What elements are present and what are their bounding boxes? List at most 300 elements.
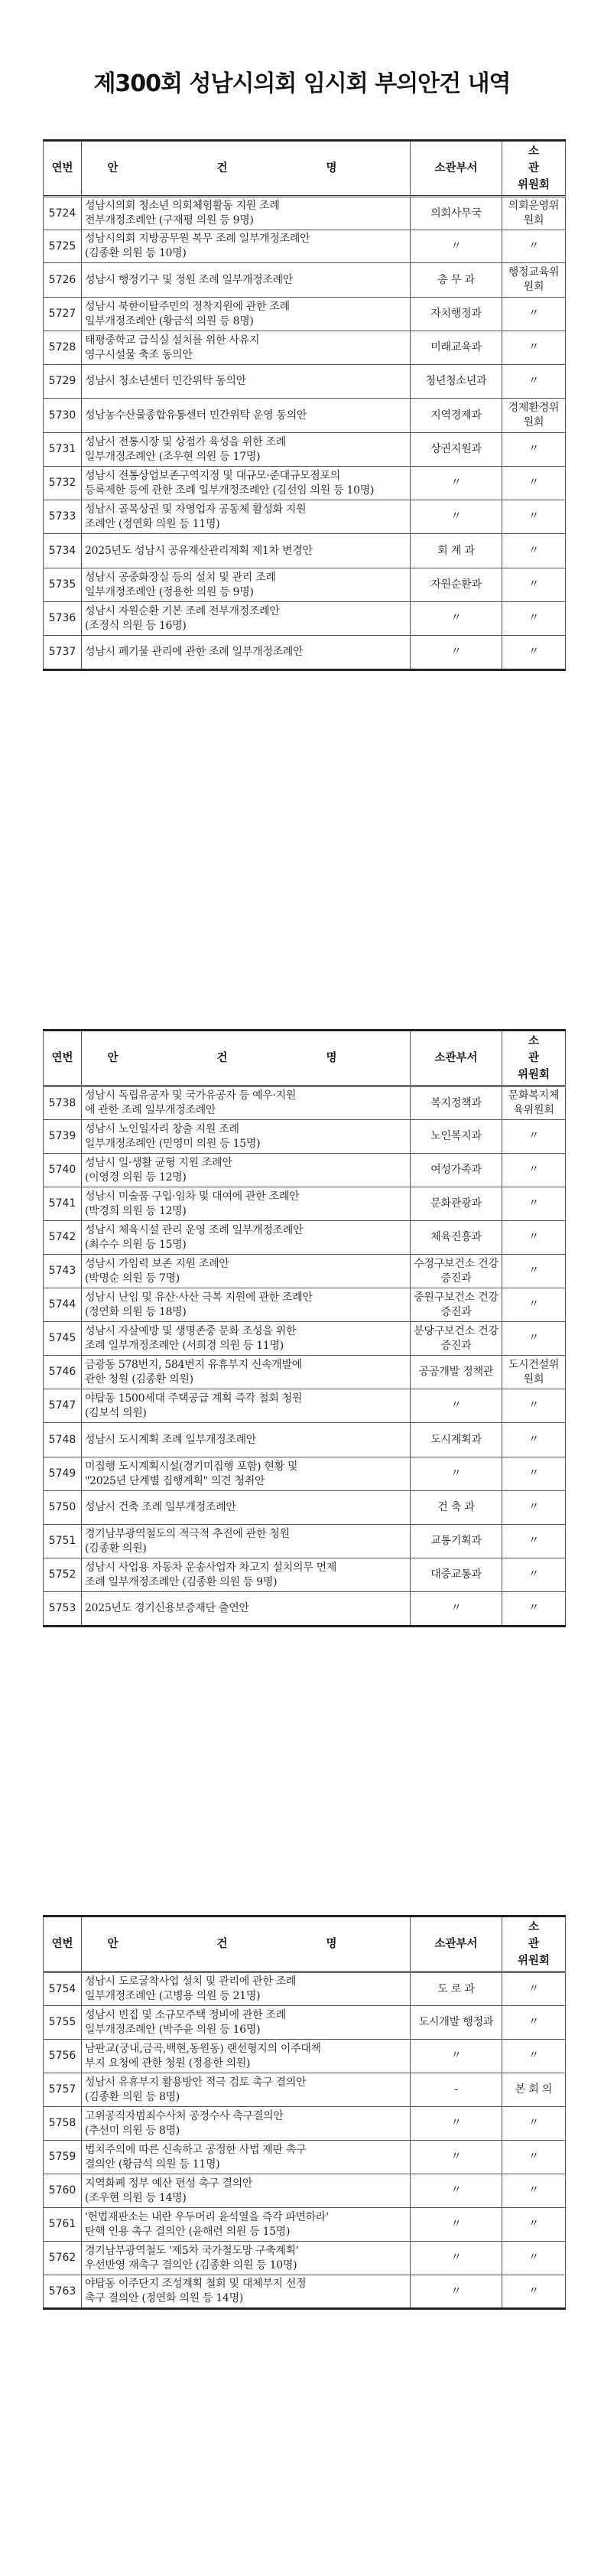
agenda-number: 5746 bbox=[44, 1356, 82, 1389]
responsible-committee: 〃 bbox=[502, 1322, 566, 1356]
table-row bbox=[44, 1491, 566, 1525]
agenda-title-line: 일부개정조례안 (고병용 의원 등 21명) bbox=[85, 1990, 261, 2002]
agenda-title bbox=[82, 467, 411, 500]
agenda-title-line: 성남시 북한이탈주민의 정착지원에 관한 조례 bbox=[85, 300, 290, 313]
agenda-title-line: 성남시 독립유공자 및 국가유공자 등 예우·지원 bbox=[85, 1089, 297, 1102]
agenda-number: 5758 bbox=[44, 2107, 82, 2141]
responsible-committee: 〃 bbox=[502, 1525, 566, 1558]
page-title: 제300회 성남시의회 임시회 부의안건 내역 bbox=[93, 70, 511, 97]
agenda-title bbox=[82, 263, 411, 298]
header-dept: 소관부서 bbox=[411, 1031, 502, 1086]
agenda-number: 5751 bbox=[44, 1525, 82, 1558]
table-row bbox=[44, 2073, 566, 2107]
responsible-committee: 〃 bbox=[502, 2174, 566, 2208]
agenda-title-line: 성남시 자살예방 및 생명존중 문화 조성을 위한 bbox=[85, 1324, 297, 1337]
agenda-title bbox=[82, 1972, 411, 2006]
agenda-title bbox=[82, 1356, 411, 1389]
agenda-number: 5762 bbox=[44, 2242, 82, 2275]
agenda-title-line: 일부개정조례안 (황금석 의원 등 8명) bbox=[85, 314, 254, 327]
agenda-number: 5756 bbox=[44, 2040, 82, 2073]
responsible-department: 〃 bbox=[411, 2040, 502, 2073]
agenda-title-line: 성남시의회 지방공무원 복무 조례 일부개정조례안 bbox=[85, 233, 310, 245]
header-num: 연번 bbox=[44, 1917, 82, 1972]
agenda-title-line: (이영경 의원 등 12명) bbox=[85, 1171, 187, 1184]
agenda-title bbox=[82, 399, 411, 433]
responsible-department: 〃 bbox=[411, 1457, 502, 1491]
agenda-title-line: 성남시 골목상권 및 자영업자 공동체 활성화 지원 bbox=[85, 503, 307, 516]
agenda-title-line: 성남시 일·생활 균형 지원 조례안 bbox=[85, 1156, 232, 1169]
agenda-title-line: 성남시 건축 조례 일부개정조례안 bbox=[85, 1501, 236, 1513]
agenda-title-line: 등록제한 등에 관한 조례 일부개정조례안 (김선임 의원 등 10명) bbox=[85, 484, 375, 497]
agenda-number: 5749 bbox=[44, 1457, 82, 1491]
agenda-title bbox=[82, 1389, 411, 1423]
agenda-title-line: 조례 일부개정조례안 (김종환 의원 등 9명) bbox=[85, 1575, 278, 1588]
table-row bbox=[44, 1457, 566, 1491]
agenda-number: 5731 bbox=[44, 433, 82, 467]
table-row bbox=[44, 197, 566, 230]
agenda-title-line: '헌법재판소는 내란 우두머리 윤석열을 즉각 파면하라' bbox=[85, 2210, 329, 2223]
agenda-title bbox=[82, 1423, 411, 1457]
agenda-title-line: 성남시 전통상업보존구역지정 및 대규모·준대규모점포의 bbox=[85, 469, 340, 482]
table-row bbox=[44, 331, 566, 365]
agenda-title bbox=[82, 1491, 411, 1525]
agenda-title bbox=[82, 1120, 411, 1154]
table-row bbox=[44, 568, 566, 602]
header-committee-line2: 위원회 bbox=[517, 1069, 550, 1081]
responsible-department: 청년청소년과 bbox=[411, 365, 502, 399]
agenda-title bbox=[82, 1558, 411, 1592]
table-row bbox=[44, 467, 566, 500]
responsible-committee: 〃 bbox=[502, 1972, 566, 2006]
agenda-title bbox=[82, 1525, 411, 1558]
agenda-title-line: 성남시 유휴부지 활용방안 적극 검토 촉구 결의안 bbox=[85, 2076, 307, 2089]
responsible-committee: 〃 bbox=[502, 1288, 566, 1322]
agenda-title bbox=[82, 534, 411, 568]
agenda-table-1 bbox=[43, 139, 566, 671]
agenda-title bbox=[82, 2040, 411, 2073]
agenda-title-line: 우선반영 재촉구 결의안 (김종환 의원 등 10명) bbox=[85, 2258, 297, 2272]
responsible-committee: 〃 bbox=[502, 1491, 566, 1525]
table-row bbox=[44, 1255, 566, 1288]
agenda-number: 5755 bbox=[44, 2006, 82, 2040]
agenda-title bbox=[82, 1086, 411, 1120]
agenda-number: 5737 bbox=[44, 636, 82, 670]
responsible-department: 문화관광과 bbox=[411, 1187, 502, 1221]
responsible-committee: 〃 bbox=[502, 636, 566, 670]
agenda-number: 5734 bbox=[44, 534, 82, 568]
responsible-committee: 〃 bbox=[502, 1221, 566, 1255]
responsible-department: 〃 bbox=[411, 1592, 502, 1627]
responsible-department: 체육진흥과 bbox=[411, 1221, 502, 1255]
responsible-committee: 〃 bbox=[502, 2006, 566, 2040]
responsible-committee: 〃 bbox=[502, 2208, 566, 2242]
agenda-title-line: 2025년도 경기신용보증재단 출연안 bbox=[85, 1602, 249, 1614]
responsible-committee: 〃 bbox=[502, 1187, 566, 1221]
agenda-title bbox=[82, 1187, 411, 1221]
agenda-title-line: (조우현 의원 등 14명) bbox=[85, 2191, 187, 2204]
agenda-title-line: 일부개정조례안 (조우현 의원 등 17명) bbox=[85, 450, 261, 463]
agenda-title bbox=[82, 365, 411, 399]
agenda-title bbox=[82, 2208, 411, 2242]
responsible-department: 〃 bbox=[411, 636, 502, 670]
responsible-department: 회 계 과 bbox=[411, 534, 502, 568]
agenda-title-line: 성남시 폐기물 관리에 관한 조례 일부개정조례안 bbox=[85, 646, 304, 658]
agenda-title-line: 성남시 행정기구 및 정원 조례 일부개정조례안 bbox=[85, 273, 294, 286]
agenda-number: 5732 bbox=[44, 467, 82, 500]
agenda-title-line: 탄핵 인용 촉구 결의안 (윤해련 의원 등 15명) bbox=[85, 2225, 291, 2238]
agenda-title-line: 결의안 (황금석 의원 등 11명) bbox=[85, 2158, 220, 2171]
agenda-title bbox=[82, 433, 411, 467]
agenda-title bbox=[82, 2275, 411, 2309]
table-row bbox=[44, 636, 566, 670]
agenda-title-line: 성남시 도시계획 조례 일부개정조례안 bbox=[85, 1433, 257, 1446]
agenda-number: 5726 bbox=[44, 263, 82, 298]
agenda-title-line: 성남시의회 청소년 의회체험활동 지원 조례 bbox=[85, 200, 280, 212]
agenda-title-line: (김보석 의원) bbox=[85, 1406, 147, 1419]
header-committee-line1: 소 관 bbox=[528, 1035, 559, 1064]
table-header-row bbox=[44, 1917, 566, 1972]
responsible-committee: 〃 bbox=[502, 467, 566, 500]
agenda-title-line: (최수수 의원 등 15명) bbox=[85, 1238, 187, 1251]
table-row bbox=[44, 534, 566, 568]
agenda-title-line: 2025년도 성남시 공유재산관리계획 제1차 변경안 bbox=[85, 544, 313, 557]
table-row bbox=[44, 500, 566, 534]
table-row bbox=[44, 2141, 566, 2174]
agenda-title bbox=[82, 1457, 411, 1491]
header-committee bbox=[502, 1031, 566, 1086]
agenda-number: 5742 bbox=[44, 1221, 82, 1255]
responsible-committee: 본 회 의 bbox=[502, 2073, 566, 2107]
agenda-number: 5750 bbox=[44, 1491, 82, 1525]
header-title: 안 건 명 bbox=[82, 1917, 411, 1972]
table-row bbox=[44, 2006, 566, 2040]
responsible-committee: 〃 bbox=[502, 2242, 566, 2275]
agenda-title-line: 조례 일부개정조례안 (서희경 의원 등 11명) bbox=[85, 1339, 284, 1352]
responsible-committee: 문화복지체육위원회 bbox=[502, 1086, 566, 1120]
agenda-title-line: 성남시 가임력 보존 지원 조례안 bbox=[85, 1257, 229, 1270]
agenda-number: 5745 bbox=[44, 1322, 82, 1356]
responsible-committee: 〃 bbox=[502, 534, 566, 568]
agenda-number: 5748 bbox=[44, 1423, 82, 1457]
agenda-title-line: "2025년 단계별 집행계획" 의견 청취안 bbox=[85, 1474, 265, 1487]
responsible-committee: 〃 bbox=[502, 365, 566, 399]
agenda-table-2 bbox=[43, 1029, 566, 1627]
agenda-title-line: 성남시 청소년센터 민간위탁 동의안 bbox=[85, 375, 246, 387]
agenda-number: 5729 bbox=[44, 365, 82, 399]
agenda-title-line: 야탑동 이주단지 조성계획 철회 및 대체부지 선정 bbox=[85, 2278, 307, 2290]
agenda-title-line: 경기남부광역철도 '제5차 국가철도망 구축계획' bbox=[85, 2244, 299, 2257]
table-row bbox=[44, 1972, 566, 2006]
agenda-title-line: (김종환 의원) bbox=[85, 1542, 147, 1555]
table-row bbox=[44, 263, 566, 298]
agenda-title-line: 고위공직자범죄수사처 공정수사 촉구결의안 bbox=[85, 2109, 284, 2122]
agenda-number: 5733 bbox=[44, 500, 82, 534]
responsible-committee: 〃 bbox=[502, 2275, 566, 2309]
agenda-title-line: 성남시 체육시설 관리 운영 조례 일부개정조례안 bbox=[85, 1223, 304, 1236]
agenda-number: 5738 bbox=[44, 1086, 82, 1120]
agenda-number: 5727 bbox=[44, 298, 82, 331]
responsible-department: 〃 bbox=[411, 500, 502, 534]
header-committee-line2: 위원회 bbox=[517, 179, 550, 191]
responsible-department: 건 축 과 bbox=[411, 1491, 502, 1525]
agenda-title-line: 일부개정조례안 (민영미 의원 등 15명) bbox=[85, 1137, 261, 1150]
responsible-committee: 〃 bbox=[502, 568, 566, 602]
table-row bbox=[44, 2107, 566, 2141]
responsible-department: 노인복지과 bbox=[411, 1120, 502, 1154]
header-num: 연번 bbox=[44, 141, 82, 197]
responsible-department: 수정구보건소 건강증진과 bbox=[411, 1255, 502, 1288]
responsible-department: 〃 bbox=[411, 2242, 502, 2275]
responsible-department: 공공개발 정책관 bbox=[411, 1356, 502, 1389]
responsible-department: 중원구보건소 건강증진과 bbox=[411, 1288, 502, 1322]
responsible-committee: 〃 bbox=[502, 1255, 566, 1288]
header-committee bbox=[502, 141, 566, 197]
responsible-department: 의회사무국 bbox=[411, 197, 502, 230]
responsible-department: 교통기획과 bbox=[411, 1525, 502, 1558]
agenda-title bbox=[82, 2107, 411, 2141]
header-committee-line1: 소 관 bbox=[528, 1921, 559, 1950]
agenda-number: 5740 bbox=[44, 1154, 82, 1187]
header-title: 안 건 명 bbox=[82, 141, 411, 197]
responsible-committee: 〃 bbox=[502, 1423, 566, 1457]
agenda-title-line: 법치주의에 따른 신속하고 공정한 사법 재판 촉구 bbox=[85, 2143, 307, 2156]
responsible-committee: 〃 bbox=[502, 433, 566, 467]
responsible-department: 〃 bbox=[411, 2141, 502, 2174]
agenda-title-line: 촉구 결의안 (정연화 의원 등 14명) bbox=[85, 2292, 243, 2304]
agenda-title bbox=[82, 602, 411, 636]
agenda-title bbox=[82, 500, 411, 534]
responsible-department: 복지정책과 bbox=[411, 1086, 502, 1120]
header-dept: 소관부서 bbox=[411, 1917, 502, 1972]
agenda-number: 5730 bbox=[44, 399, 82, 433]
table-row bbox=[44, 399, 566, 433]
agenda-title bbox=[82, 636, 411, 670]
agenda-title-line: (박경희 의원 등 12명) bbox=[85, 1204, 187, 1217]
responsible-committee: 〃 bbox=[502, 1457, 566, 1491]
responsible-committee: 〃 bbox=[502, 1558, 566, 1592]
agenda-number: 5741 bbox=[44, 1187, 82, 1221]
responsible-department: 〃 bbox=[411, 2275, 502, 2309]
agenda-title bbox=[82, 197, 411, 230]
agenda-title bbox=[82, 1221, 411, 1255]
agenda-title-line: (김종환 의원 등 8명) bbox=[85, 2090, 180, 2103]
agenda-number: 5724 bbox=[44, 197, 82, 230]
responsible-committee: 〃 bbox=[502, 331, 566, 365]
agenda-title bbox=[82, 2141, 411, 2174]
agenda-title-line: 성남시 사업용 자동차 운송사업자 차고지 설치의무 면제 bbox=[85, 1561, 337, 1574]
agenda-title bbox=[82, 1255, 411, 1288]
responsible-committee: 경제환경위원회 bbox=[502, 399, 566, 433]
agenda-title-line: 일부개정조례안 (정용한 의원 등 9명) bbox=[85, 585, 254, 598]
agenda-number: 5759 bbox=[44, 2141, 82, 2174]
agenda-title-line: 성남시 난임 및 유산·사산 극복 지원에 관한 조례안 bbox=[85, 1291, 313, 1304]
table-row bbox=[44, 602, 566, 636]
responsible-department: - bbox=[411, 2073, 502, 2107]
agenda-table-3 bbox=[43, 1915, 566, 2310]
agenda-number: 5753 bbox=[44, 1592, 82, 1627]
table-row bbox=[44, 365, 566, 399]
header-dept: 소관부서 bbox=[411, 141, 502, 197]
agenda-title-line: (추선미 의원 등 8명) bbox=[85, 2124, 180, 2137]
table-row bbox=[44, 433, 566, 467]
table-row bbox=[44, 1086, 566, 1120]
responsible-committee: 〃 bbox=[502, 2107, 566, 2141]
responsible-department: 여성가족과 bbox=[411, 1154, 502, 1187]
agenda-number: 5739 bbox=[44, 1120, 82, 1154]
responsible-department: 〃 bbox=[411, 1389, 502, 1423]
agenda-title-line: 일부개정조례안 (박주윤 의원 등 16명) bbox=[85, 2023, 261, 2036]
responsible-committee: 〃 bbox=[502, 1120, 566, 1154]
agenda-title bbox=[82, 2174, 411, 2208]
agenda-title-line: 성남시 공중화장실 등의 설치 및 관리 조례 bbox=[85, 571, 276, 584]
table-row bbox=[44, 1389, 566, 1423]
responsible-department: 〃 bbox=[411, 2208, 502, 2242]
agenda-title bbox=[82, 1288, 411, 1322]
responsible-department: 지역경제과 bbox=[411, 399, 502, 433]
table-row bbox=[44, 2242, 566, 2275]
table-row bbox=[44, 2275, 566, 2309]
agenda-title-line: (조정식 의원 등 16명) bbox=[85, 619, 187, 632]
responsible-committee: 〃 bbox=[502, 298, 566, 331]
table-row bbox=[44, 1592, 566, 1627]
agenda-number: 5761 bbox=[44, 2208, 82, 2242]
agenda-title bbox=[82, 230, 411, 263]
agenda-title-line: 조례안 (정연화 의원 등 11명) bbox=[85, 517, 220, 530]
table-row bbox=[44, 2040, 566, 2073]
agenda-title-line: 에 관한 조례 일부개정조례안 bbox=[85, 1104, 216, 1116]
responsible-department: 〃 bbox=[411, 2174, 502, 2208]
responsible-department: 〃 bbox=[411, 602, 502, 636]
table-row bbox=[44, 2174, 566, 2208]
table-header-row bbox=[44, 1031, 566, 1086]
table-row bbox=[44, 298, 566, 331]
agenda-title-line: (김종환 의원 등 10명) bbox=[85, 247, 187, 259]
agenda-title-line: 성남농수산물종합유통센터 민간위탁 운영 동의안 bbox=[85, 409, 307, 422]
agenda-title-line: 남판교(궁내,금곡,백현,동원동) 랜선형지의 이주대책 bbox=[85, 2042, 321, 2055]
responsible-department: 분당구보건소 건강증진과 bbox=[411, 1322, 502, 1356]
responsible-department: 〃 bbox=[411, 467, 502, 500]
agenda-number: 5735 bbox=[44, 568, 82, 602]
agenda-title-line: 성남시 자원순환 기본 조례 전부개정조례안 bbox=[85, 604, 280, 617]
agenda-title-line: 미집행 도시계획시설(경기미집행 포함) 현황 및 bbox=[85, 1460, 298, 1473]
table-row bbox=[44, 230, 566, 263]
table-row bbox=[44, 1423, 566, 1457]
header-num: 연번 bbox=[44, 1031, 82, 1086]
responsible-committee: 〃 bbox=[502, 500, 566, 534]
agenda-title bbox=[82, 2242, 411, 2275]
agenda-title-line: 야탑동 1500세대 주택공급 계획 즉각 철회 청원 bbox=[85, 1392, 303, 1405]
responsible-committee: 〃 bbox=[502, 1154, 566, 1187]
agenda-title-line: 성남시 도로굴착사업 설치 및 관리에 관한 조례 bbox=[85, 1975, 297, 1988]
agenda-title bbox=[82, 2073, 411, 2107]
table-body bbox=[44, 1972, 566, 2309]
table-row bbox=[44, 2208, 566, 2242]
responsible-department: 미래교육과 bbox=[411, 331, 502, 365]
agenda-title-line: 지역화폐 정부 예산 편성 촉구 결의안 bbox=[85, 2177, 253, 2190]
responsible-department: 〃 bbox=[411, 230, 502, 263]
agenda-number: 5763 bbox=[44, 2275, 82, 2309]
responsible-committee: 〃 bbox=[502, 2040, 566, 2073]
table-row bbox=[44, 1154, 566, 1187]
agenda-title bbox=[82, 1592, 411, 1627]
agenda-title-line: 성남시 노인일자리 창출 지원 조례 bbox=[85, 1122, 239, 1135]
table-row bbox=[44, 1288, 566, 1322]
agenda-number: 5754 bbox=[44, 1972, 82, 2006]
responsible-committee: 의회운영위원회 bbox=[502, 197, 566, 230]
responsible-department: 도 로 과 bbox=[411, 1972, 502, 2006]
responsible-committee: 행정교육위원회 bbox=[502, 263, 566, 298]
header-committee-line2: 위원회 bbox=[517, 1955, 550, 1967]
agenda-number: 5747 bbox=[44, 1389, 82, 1423]
table-row bbox=[44, 1558, 566, 1592]
agenda-number: 5725 bbox=[44, 230, 82, 263]
responsible-department: 도시계획과 bbox=[411, 1423, 502, 1457]
agenda-title-line: (박명순 의원 등 7명) bbox=[85, 1272, 180, 1285]
responsible-department: 대중교통과 bbox=[411, 1558, 502, 1592]
table-body bbox=[44, 1086, 566, 1627]
agenda-title-line: 전부개정조례안 (구재평 의원 등 9명) bbox=[85, 214, 254, 226]
agenda-title bbox=[82, 1154, 411, 1187]
table-row bbox=[44, 1322, 566, 1356]
responsible-committee: 도시건설위원회 bbox=[502, 1356, 566, 1389]
responsible-department: 〃 bbox=[411, 2107, 502, 2141]
header-committee-line1: 소 관 bbox=[528, 145, 559, 174]
agenda-title bbox=[82, 1322, 411, 1356]
agenda-title bbox=[82, 298, 411, 331]
agenda-title-line: 부지 요청에 관한 청원 (정용한 의원) bbox=[85, 2057, 251, 2070]
agenda-number: 5757 bbox=[44, 2073, 82, 2107]
agenda-title-line: 영구시설물 축조 동의안 bbox=[85, 348, 193, 361]
table-row bbox=[44, 1120, 566, 1154]
agenda-title-line: 금광동 578번지, 584번지 유휴부지 신속개발에 bbox=[85, 1358, 302, 1371]
agenda-title bbox=[82, 568, 411, 602]
responsible-committee: 〃 bbox=[502, 2141, 566, 2174]
agenda-number: 5743 bbox=[44, 1255, 82, 1288]
header-title: 안 건 명 bbox=[82, 1031, 411, 1086]
agenda-number: 5744 bbox=[44, 1288, 82, 1322]
responsible-department: 도시개발 행정과 bbox=[411, 2006, 502, 2040]
agenda-title-line: 성남시 전통시장 및 상점가 육성을 위한 조례 bbox=[85, 435, 286, 448]
agenda-number: 5760 bbox=[44, 2174, 82, 2208]
agenda-title bbox=[82, 2006, 411, 2040]
table-row bbox=[44, 1221, 566, 1255]
agenda-number: 5728 bbox=[44, 331, 82, 365]
responsible-department: 총 무 과 bbox=[411, 263, 502, 298]
agenda-title-line: 태평중학교 급식실 설치를 위한 사유지 bbox=[85, 334, 260, 347]
agenda-number: 5752 bbox=[44, 1558, 82, 1592]
responsible-committee: 〃 bbox=[502, 230, 566, 263]
table-header-row bbox=[44, 141, 566, 197]
table-row bbox=[44, 1356, 566, 1389]
agenda-title-line: 경기남부광역철도의 적극적 추진에 관한 청원 bbox=[85, 1527, 290, 1540]
table-row bbox=[44, 1187, 566, 1221]
responsible-department: 자원순환과 bbox=[411, 568, 502, 602]
responsible-committee: 〃 bbox=[502, 602, 566, 636]
table-body bbox=[44, 197, 566, 670]
responsible-committee: 〃 bbox=[502, 1389, 566, 1423]
agenda-title-line: (정연화 의원 등 18명) bbox=[85, 1305, 187, 1318]
header-committee bbox=[502, 1917, 566, 1972]
agenda-title bbox=[82, 331, 411, 365]
agenda-title-line: 성남시 미술품 구입·임차 및 대여에 관한 조례안 bbox=[85, 1190, 300, 1203]
agenda-number: 5736 bbox=[44, 602, 82, 636]
agenda-title-line: 성남시 빈집 및 소규모주택 정비에 관한 조례 bbox=[85, 2008, 286, 2021]
responsible-department: 자치행정과 bbox=[411, 298, 502, 331]
agenda-title-line: 관한 청원 (김종환 의원) bbox=[85, 1373, 193, 1386]
responsible-committee: 〃 bbox=[502, 1592, 566, 1627]
responsible-department: 상권지원과 bbox=[411, 433, 502, 467]
table-row bbox=[44, 1525, 566, 1558]
